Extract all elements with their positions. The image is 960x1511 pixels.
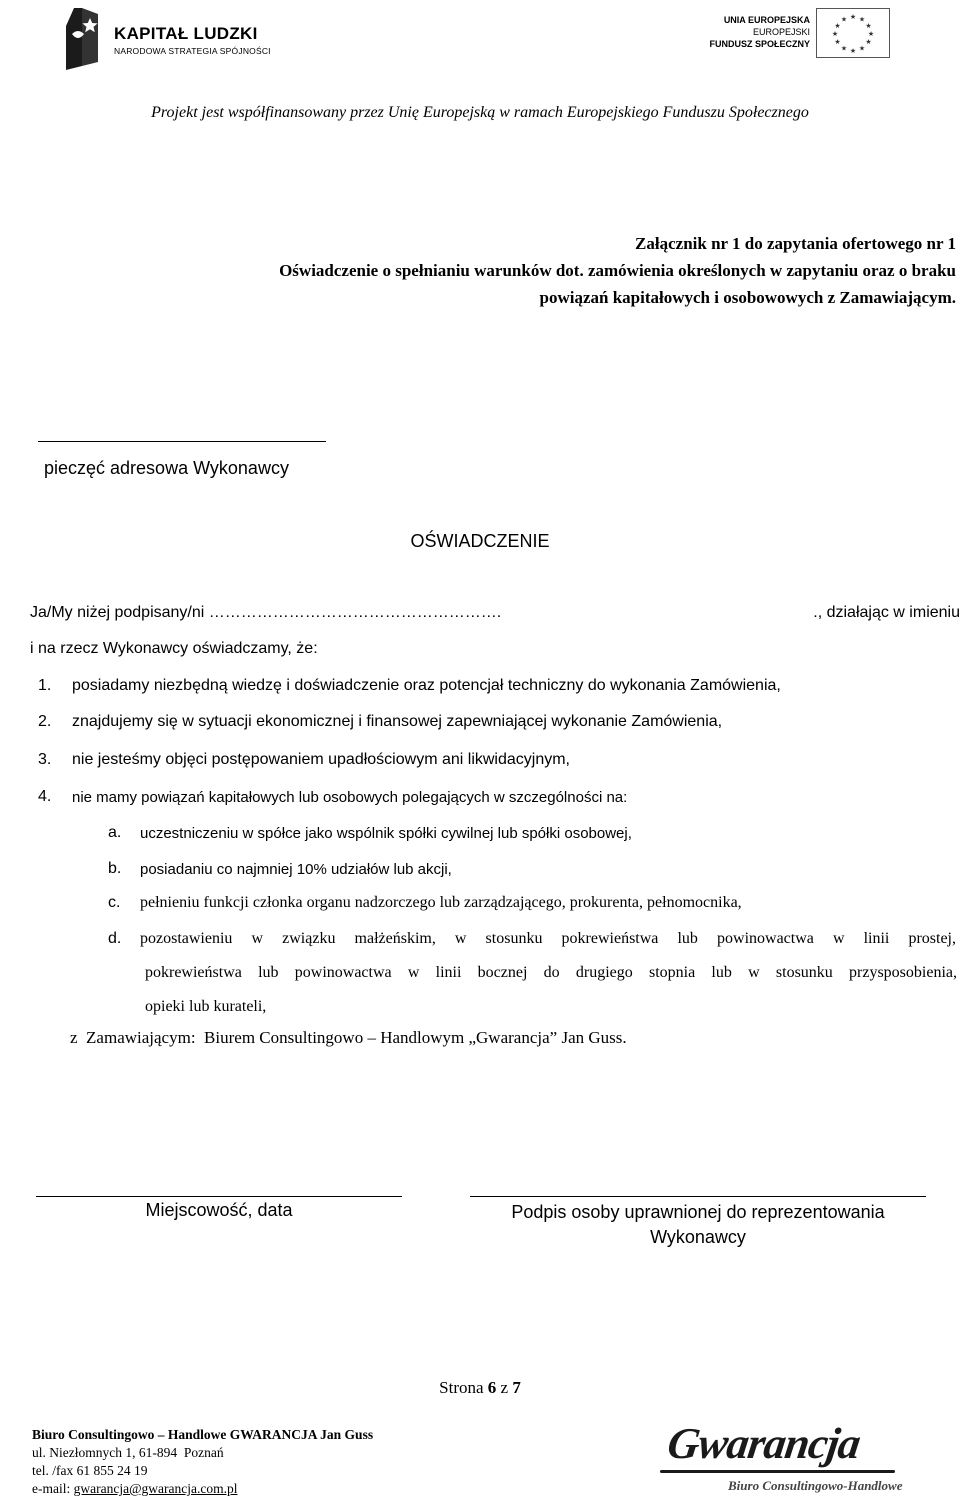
svg-text:★: ★: [840, 15, 848, 24]
svg-text:★: ★: [865, 38, 872, 46]
svg-text:★: ★: [849, 47, 857, 55]
signature-label-line1: Podpis osoby uprawnionej do reprezentowania: [511, 1202, 885, 1222]
page-prefix: Strona: [439, 1378, 484, 1397]
cofinancing-statement: Projekt jest współfinansowany przez Unię Europejską w ramach Europejskiego Funduszu Społecznego: [151, 104, 809, 121]
svg-text:★: ★: [834, 22, 841, 30]
sub-item-text: uczestniczeniu w spółce jako wspólnik spółki cywilnej lub spółki osobowej,: [140, 825, 632, 842]
list-item-number: 4.: [38, 788, 52, 805]
page-sep: z: [500, 1378, 509, 1397]
stamp-line: [38, 441, 326, 442]
sub-item-text-continued: opieki lub kurateli,: [145, 998, 267, 1015]
footer-email-row: [32, 1480, 373, 1498]
intro-line-1-right: ., działając w imieniu: [813, 604, 960, 621]
svg-text:★: ★: [867, 30, 875, 38]
gwarancja-logo-underline: [660, 1470, 895, 1473]
stamp-label: pieczęć adresowa Wykonawcy: [44, 458, 289, 478]
list-item-text: posiadamy niezbędną wiedzę i doświadczenie oraz potencjał techniczny do wykonania Zamówienia,: [72, 677, 781, 694]
svg-text:★: ★: [849, 13, 857, 21]
footer-contact: [32, 1426, 373, 1498]
svg-text:★: ★: [858, 44, 866, 53]
place-date-label: Miejscowość, data: [145, 1200, 293, 1220]
sub-item-label: c.: [108, 894, 121, 911]
page-number: [0, 1378, 960, 1398]
signature-label-line2: Wykonawcy: [650, 1227, 746, 1247]
svg-text:★: ★: [840, 44, 848, 53]
svg-text:★: ★: [858, 15, 866, 24]
intro-line-1: [30, 604, 960, 622]
sub-item-text: pełnieniu funkcji członka organu nadzorczego lub zarządzającego, prokurenta, pełnomocnika,: [140, 894, 742, 911]
svg-text:★: ★: [834, 38, 841, 46]
gwarancja-logo: [648, 1412, 918, 1504]
list-item-text: nie mamy powiązań kapitałowych lub osobowych polegających w szczególności na:: [72, 789, 628, 806]
sub-item-text-continued: pokrewieństwa lub powinowactwa w linii bocznej do drugiego stopnia lub w stosunku przysposobienia,: [145, 964, 957, 981]
list-item-number: 2.: [38, 713, 52, 730]
kapital-ludzki-logo: [52, 6, 272, 76]
signature-line: [470, 1196, 926, 1197]
sub-item-label: a.: [108, 824, 122, 841]
eu-logo-line1: UNIA EUROPEJSKA: [723, 15, 810, 25]
list-item-number: 1.: [38, 677, 52, 694]
gwarancja-logo-tagline: Biuro Consultingowo-Handlowe: [728, 1478, 903, 1493]
intro-line-1-left: Ja/My niżej podpisany/ni ……………………………………………….: [30, 604, 502, 621]
kapital-ludzki-emblem-icon: [52, 6, 108, 72]
footer-phone: tel. /fax 61 855 24 19: [32, 1463, 148, 1478]
list-item-text: znajdujemy się w sytuacji ekonomicznej i finansowej zapewniającej wykonanie Zamówienia,: [72, 713, 723, 730]
eu-flag-icon: [816, 8, 890, 58]
annex-line-3: powiązań kapitałowych i osobowowych z Zamawiającym.: [539, 288, 956, 307]
sub-item-text: posiadaniu co najmniej 10% udziałów lub akcji,: [140, 861, 452, 878]
footer-company: Biuro Consultingowo – Handlowe GWARANCJA Jan Guss: [32, 1427, 374, 1442]
annex-line-1: Załącznik nr 1 do zapytania ofertowego nr 1: [635, 234, 956, 253]
page-current: 6: [487, 1378, 497, 1397]
kapital-ludzki-subtitle: NARODOWA STRATEGIA SPÓJNOŚCI: [114, 46, 271, 56]
annex-line-2: Oświadczenie o spełnianiu warunków dot. zamówienia określonych w zapytaniu oraz o braku: [279, 261, 956, 280]
eu-logo-line2: EUROPEJSKI: [752, 27, 810, 37]
kapital-ludzki-title: KAPITAŁ LUDZKI: [114, 24, 258, 43]
document-title: OŚWIADCZENIE: [410, 531, 550, 551]
footer-email-label: e-mail:: [32, 1481, 74, 1496]
eu-logo-line3: FUNDUSZ SPOŁECZNY: [709, 39, 810, 49]
intro-line-2: i na rzecz Wykonawcy oświadczamy, że:: [30, 640, 318, 657]
svg-text:★: ★: [865, 22, 872, 30]
sub-item-label: b.: [108, 860, 122, 877]
annex-heading: [60, 230, 956, 311]
footer-address: ul. Niezłomnych 1, 61-894 Poznań: [32, 1445, 224, 1460]
gwarancja-logo-name: Gwarancja: [664, 1419, 863, 1468]
page-total: 7: [512, 1378, 521, 1397]
signature-label: [470, 1200, 926, 1250]
list-item-text: nie jesteśmy objęci postępowaniem upadłościowym ani likwidacyjnym,: [72, 751, 570, 768]
svg-text:★: ★: [831, 30, 839, 38]
footer-email-link[interactable]: gwarancja@gwarancja.com.pl: [73, 1481, 238, 1496]
eu-logo-text: [700, 14, 810, 50]
sub-item-label: d.: [108, 930, 122, 947]
list-item-number: 3.: [38, 751, 52, 768]
closing-statement: z Zamawiającym: Biurem Consultingowo – Handlowym „Gwarancja” Jan Guss.: [70, 1028, 627, 1047]
sub-item-text: pozostawieniu w związku małżeńskim, w stosunku pokrewieństwa lub powinowactwa w linii prostej,: [140, 930, 956, 947]
place-date-line: [36, 1196, 402, 1197]
